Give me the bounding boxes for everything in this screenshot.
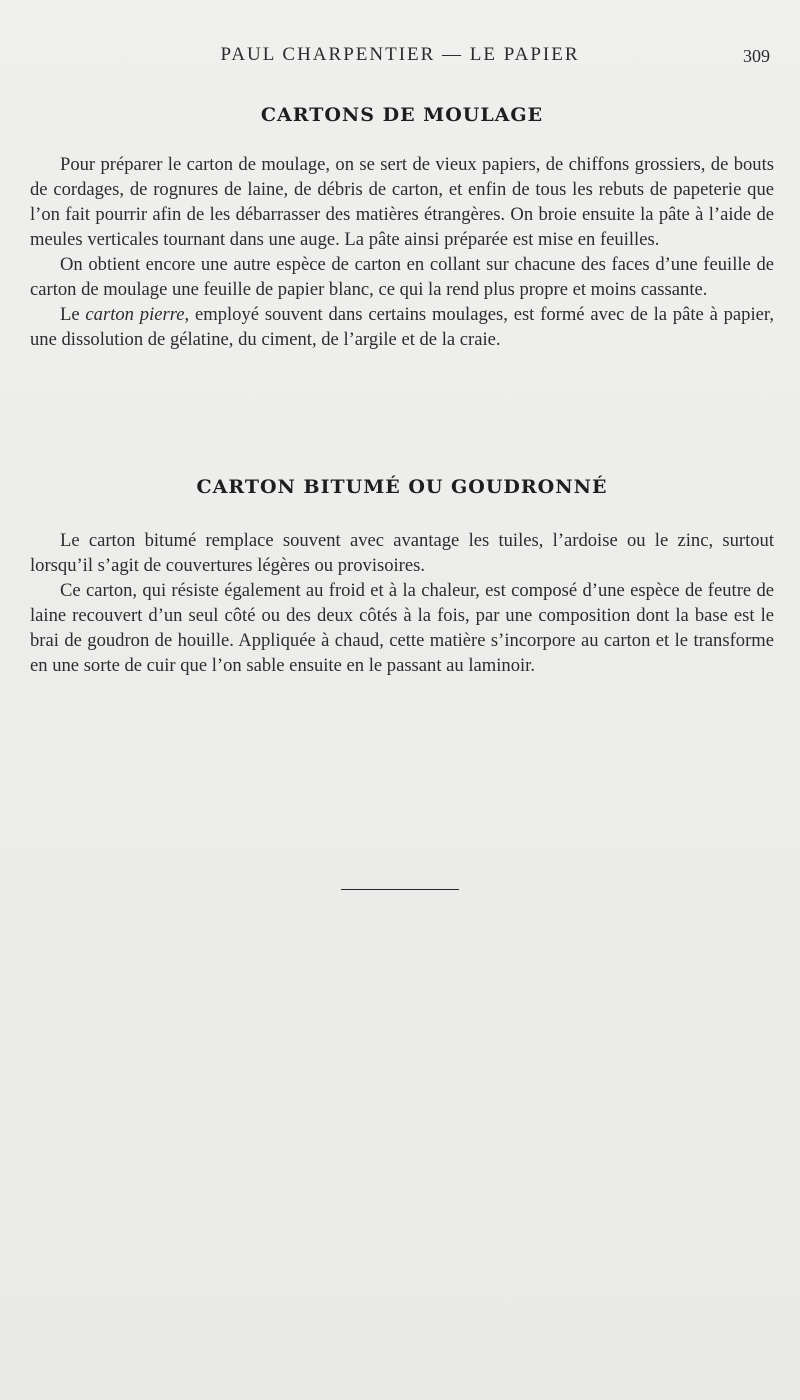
paragraph: Ce carton, qui résiste également au froid et à la chaleur, est composé d’une espèce de feutre de laine recouvert d’un seul côté ou des deux côtés à la fois, par une composition dont la base est le brai de goudron de houille. Appliquée à chaud, cette matière s’incorpore au carton et le transforme en une sorte de cuir que l’on sable ensuite en le passant au laminoir. <box>30 580 774 676</box>
paragraph-text-start: Le <box>60 304 86 325</box>
paragraph: On obtient encore une autre espèce de carton en collant sur chacune des faces d’une feuille de carton de moulage une feuille de papier blanc, ce qui la rend plus propre et moins cassante. <box>30 254 774 300</box>
section-carton-bitume <box>30 476 774 678</box>
running-header <box>0 42 800 72</box>
paragraph: Pour préparer le carton de moulage, on se sert de vieux papiers, de chiffons grossiers, de bouts de cordages, de rognures de laine, de débris de carton, et enfin de tous les rebuts de papeterie que l’on fait pourrir afin de les débarrasser des matières étrangères. On broie ensuite la pâte à l’aide de meules verticales tournant dans une auge. La pâte ainsi préparée est mise en feuilles. <box>30 154 774 250</box>
section-heading: CARTON BITUMÉ OU GOUDRONNÉ <box>196 476 608 498</box>
page-number: 309 <box>743 46 770 66</box>
italic-term: carton pierre <box>85 304 185 325</box>
paragraph: Le carton bitumé remplace souvent avec avantage les tuiles, l’ardoise ou le zinc, surtout lorsqu’il s’agit de couvertures légères ou provisoires. <box>30 530 774 576</box>
paragraph <box>30 302 774 352</box>
paragraph-text-end: , employé souvent dans certains moulages, est formé avec de la pâte à papier, une dissolution de gélatine, du ciment, de l’argile et de la craie. <box>30 304 774 350</box>
section-heading: CARTONS DE MOULAGE <box>260 104 544 126</box>
section-cartons-de-moulage <box>30 104 774 352</box>
running-title: PAUL CHARPENTIER — LE PAPIER <box>220 44 580 65</box>
end-rule <box>341 889 459 890</box>
